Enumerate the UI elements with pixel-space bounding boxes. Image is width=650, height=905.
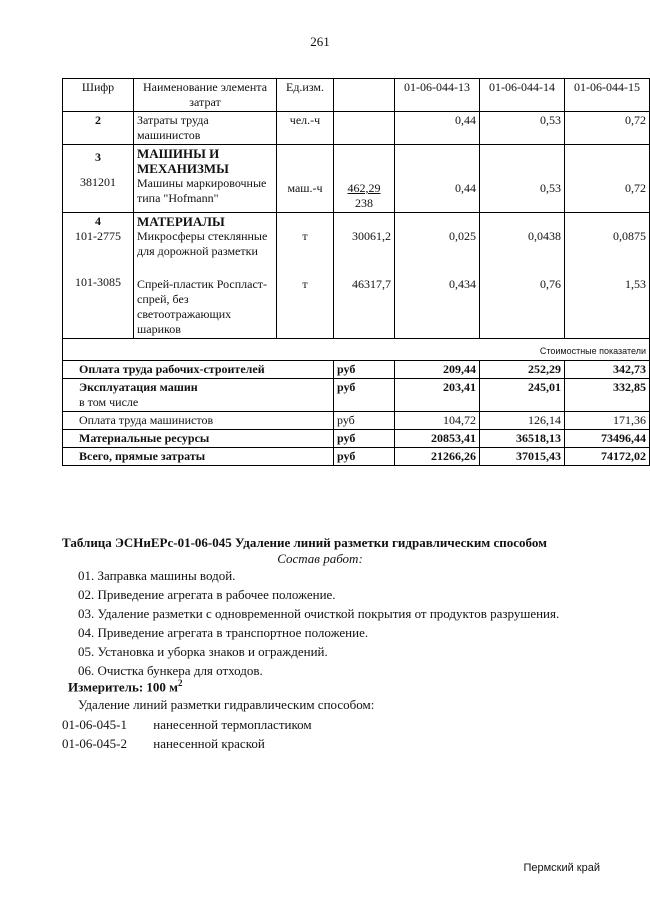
- work-step: 01. Заправка машины водой.: [78, 568, 236, 583]
- materials-cell-v1: [395, 213, 480, 339]
- header-name: Наименование элемента затрат: [134, 79, 277, 112]
- summary-unit-5: руб: [334, 448, 395, 466]
- summary-unit-1: руб: [334, 379, 395, 412]
- materials-cell-name: [134, 213, 277, 339]
- material2-v2: 0,76: [540, 277, 561, 291]
- summary-row-machines: [63, 379, 650, 412]
- material1-v3: 0,0875: [613, 229, 646, 243]
- summary-unit-4: руб: [334, 430, 395, 448]
- summary-label-4: Материальные ресурсы: [63, 430, 334, 448]
- labor-v2: 0,53: [480, 112, 565, 145]
- material2-unit: т: [302, 277, 308, 291]
- machine-price-bottom: 238: [355, 196, 373, 210]
- materials-cell-v2: [480, 213, 565, 339]
- table-row-machines: [63, 145, 650, 213]
- material2-v1: 0,434: [449, 277, 476, 291]
- summary-v1-4: 20853,41: [395, 430, 480, 448]
- summary-v1-0: 209,44: [395, 361, 480, 379]
- summary-v3-0: 342,73: [565, 361, 650, 379]
- item-list: [62, 715, 312, 753]
- work-step: 06. Очистка бункера для отходов.: [78, 663, 263, 678]
- machine-v1: 0,44: [395, 145, 480, 213]
- item-name: нанесенной краской: [153, 736, 265, 751]
- machine-price: [334, 145, 395, 213]
- labor-name: Затраты труда машинистов: [134, 112, 277, 145]
- list-item: [62, 715, 312, 734]
- labor-code: 2: [63, 112, 134, 145]
- page-number: 261: [310, 34, 330, 49]
- material1-code: 101-2775: [75, 229, 121, 243]
- summary-label-0: Оплата труда рабочих-строителей: [63, 361, 334, 379]
- materials-cell-unit: [277, 213, 334, 339]
- material2-v3: 1,53: [625, 277, 646, 291]
- material1-price: 30061,2: [352, 229, 391, 243]
- machine-unit: маш.-ч: [277, 145, 334, 213]
- labor-unit: чел.-ч: [277, 112, 334, 145]
- material1-unit: т: [302, 229, 308, 243]
- materials-cell-code: [63, 213, 134, 339]
- machines-section-num: 3: [95, 150, 101, 164]
- work-step: 02. Приведение агрегата в рабочее положение.: [78, 587, 336, 602]
- work-step: 04. Приведение агрегата в транспортное положение.: [78, 625, 369, 640]
- table-row-labor: [63, 112, 650, 145]
- resource-table: [62, 78, 650, 466]
- list-item: [62, 734, 312, 753]
- footer-region: Пермский край: [523, 862, 600, 874]
- work-step: 05. Установка и уборка знаков и ограждений.: [78, 644, 328, 659]
- materials-cell-price: [334, 213, 395, 339]
- section-title: Таблица ЭСНиЕРс-01-06-045 Удаление линий разметки гидравлическим способом: [62, 535, 547, 550]
- summary-label-3: Оплата труда машинистов: [63, 412, 334, 430]
- measurement-unit: Измеритель: 100 $м^2$: [68, 678, 183, 695]
- materials-section-title: МАТЕРИАЛЫ: [137, 214, 225, 229]
- summary-label-5: Всего, прямые затраты: [63, 448, 334, 466]
- labor-price: [334, 112, 395, 145]
- summary-v1-5: 21266,26: [395, 448, 480, 466]
- summary-label-1: Эксплуатация машин в том числе: [63, 379, 334, 412]
- summary-v1-3: 104,72: [395, 412, 480, 430]
- machines-cell-name: [134, 145, 277, 213]
- summary-v2-3: 126,14: [480, 412, 565, 430]
- summary-v3-5: 74172,02: [565, 448, 650, 466]
- material2-name: Спрей-пластик Роспласт-спрей, без светоотражающих шариков: [137, 277, 268, 336]
- item-code: 01-06-045-1: [62, 717, 127, 732]
- summary-v2-4: 36518,13: [480, 430, 565, 448]
- material2-code: 101-3085: [75, 275, 121, 289]
- summary-row-materials: [63, 430, 650, 448]
- header-col-14: 01-06-044-14: [480, 79, 565, 112]
- summary-unit-0: руб: [334, 361, 395, 379]
- materials-section-num: 4: [95, 214, 101, 228]
- summary-v3-1: 332,85: [565, 379, 650, 412]
- cost-indicators-label: Стоимостные показатели: [63, 343, 650, 361]
- materials-cell-v3: [565, 213, 650, 339]
- summary-row-labor: [63, 361, 650, 379]
- summary-v2-0: 252,29: [480, 361, 565, 379]
- table-row-materials: [63, 213, 650, 339]
- table-row-cost-label: [63, 343, 650, 361]
- table-header-row: [63, 79, 650, 112]
- labor-v1: 0,44: [395, 112, 480, 145]
- summary-v3-4: 73496,44: [565, 430, 650, 448]
- summary-v3-3: 171,36: [565, 412, 650, 430]
- summary-v2-1: 245,01: [480, 379, 565, 412]
- summary-v2-5: 37015,43: [480, 448, 565, 466]
- summary-row-total: [63, 448, 650, 466]
- machine-price-top: 462,29: [347, 181, 381, 195]
- item-code: 01-06-045-2: [62, 736, 127, 751]
- machine-v2: 0,53: [480, 145, 565, 213]
- work-step: 03. Удаление разметки с одновременной очисткой покрытия от продуктов разрушения.: [78, 606, 560, 621]
- machine-name: Машины маркировочные типа "Hofmann": [137, 176, 267, 205]
- material1-name: Микросферы стеклянные для дорожной разметки: [137, 229, 268, 258]
- summary-row-machinist-pay: [63, 412, 650, 430]
- machines-section-title: МАШИНЫ И МЕХАНИЗМЫ: [137, 146, 229, 176]
- header-unit: Ед.изм.: [277, 79, 334, 112]
- work-steps-list: [78, 566, 559, 680]
- machines-cell-code: [63, 145, 134, 213]
- header-price: [334, 79, 395, 112]
- labor-v3: 0,72: [565, 112, 650, 145]
- machine-code: 381201: [80, 175, 116, 189]
- section-description: Удаление линий разметки гидравлическим способом:: [78, 697, 375, 712]
- material2-price: 46317,7: [352, 277, 391, 291]
- machine-v3: 0,72: [565, 145, 650, 213]
- material1-v2: 0,0438: [528, 229, 561, 243]
- summary-unit-3: руб: [334, 412, 395, 430]
- header-col-15: 01-06-044-15: [565, 79, 650, 112]
- item-name: нанесенной термопластиком: [153, 717, 312, 732]
- header-code: Шифр: [63, 79, 134, 112]
- summary-v1-1: 203,41: [395, 379, 480, 412]
- material1-v1: 0,025: [449, 229, 476, 243]
- section-subtitle: Состав работ:: [277, 551, 363, 566]
- header-col-13: 01-06-044-13: [395, 79, 480, 112]
